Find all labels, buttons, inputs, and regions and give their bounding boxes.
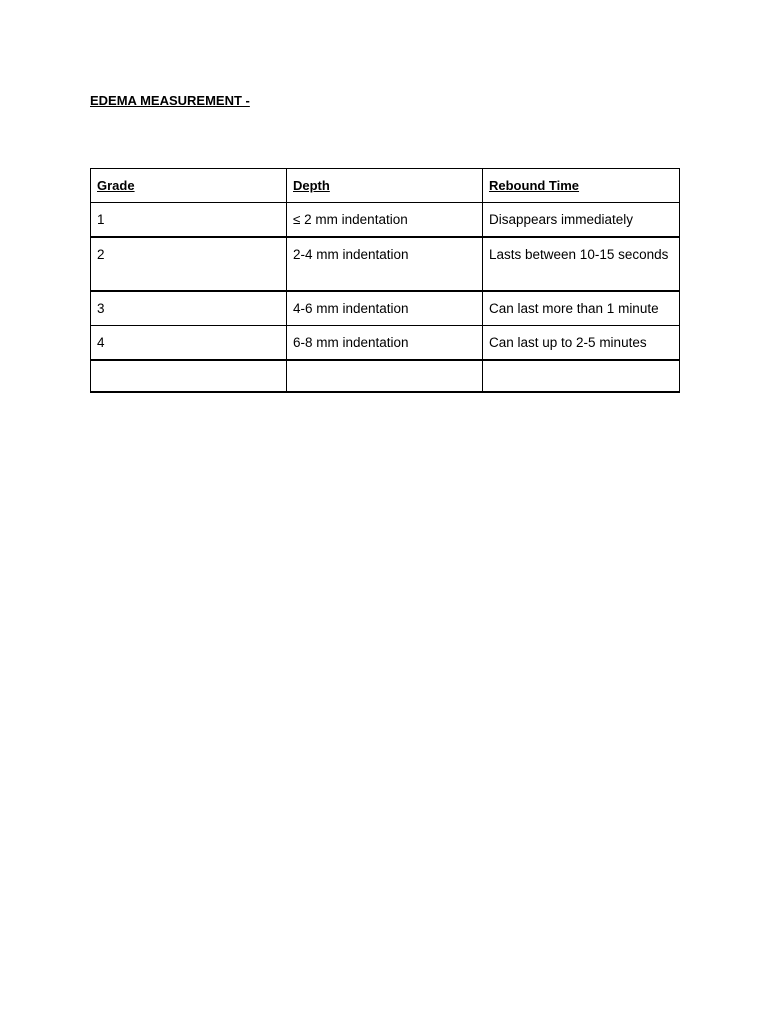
table-row-empty bbox=[91, 360, 680, 392]
grade-cell: 4 bbox=[91, 326, 287, 361]
table-row bbox=[91, 326, 680, 361]
depth-cell bbox=[287, 360, 483, 392]
edema-grade-table bbox=[90, 168, 680, 393]
column-header-rebound-time: Rebound Time bbox=[483, 169, 680, 203]
document-title: EDEMA MEASUREMENT - bbox=[90, 93, 250, 108]
depth-cell: ≤ 2 mm indentation bbox=[287, 203, 483, 238]
table-row bbox=[91, 291, 680, 326]
column-header-depth: Depth bbox=[287, 169, 483, 203]
rebound-time-cell bbox=[483, 360, 680, 392]
grade-cell: 2 bbox=[91, 237, 287, 291]
table-row bbox=[91, 237, 680, 291]
table-row bbox=[91, 203, 680, 238]
table-header-row bbox=[91, 169, 680, 203]
rebound-time-cell: Can last up to 2-5 minutes bbox=[483, 326, 680, 361]
rebound-time-cell: Disappears immediately bbox=[483, 203, 680, 238]
grade-cell: 3 bbox=[91, 291, 287, 326]
rebound-time-cell: Can last more than 1 minute bbox=[483, 291, 680, 326]
grade-cell: 1 bbox=[91, 203, 287, 238]
rebound-time-cell: Lasts between 10-15 seconds bbox=[483, 237, 680, 291]
grade-cell bbox=[91, 360, 287, 392]
depth-cell: 4-6 mm indentation bbox=[287, 291, 483, 326]
depth-cell: 6-8 mm indentation bbox=[287, 326, 483, 361]
depth-cell: 2-4 mm indentation bbox=[287, 237, 483, 291]
column-header-grade: Grade bbox=[91, 169, 287, 203]
